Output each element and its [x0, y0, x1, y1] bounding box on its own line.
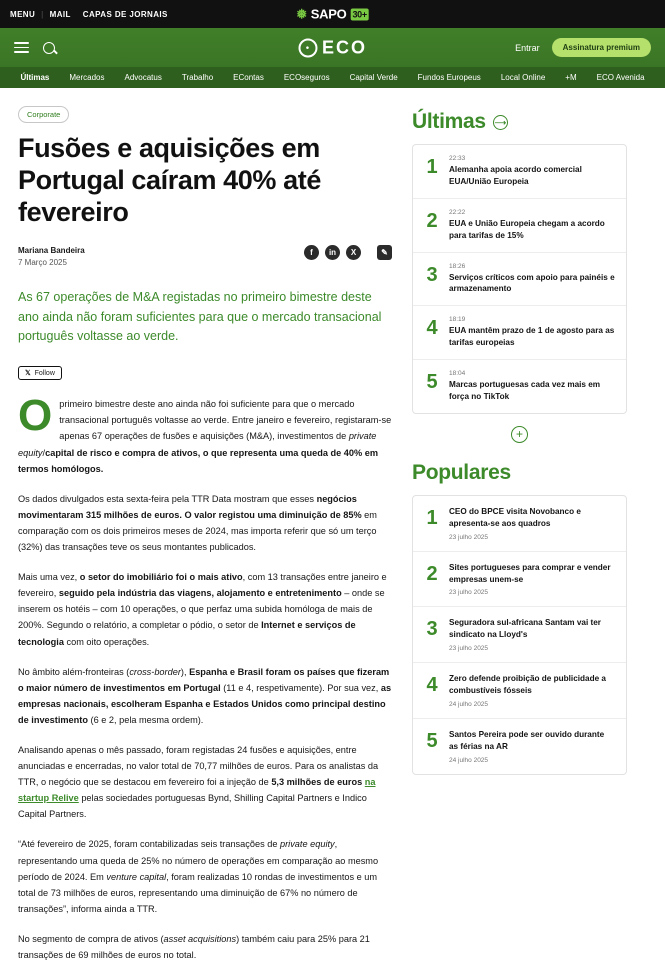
- login-link[interactable]: Entrar: [515, 42, 540, 53]
- sidebar-latest-title-text: Últimas: [412, 110, 486, 133]
- article-lede: As 67 operações de M&A registadas no primeiro bimestre deste ano ainda não foram suficientes para que o mercado transacional português voltasse ao verde.: [18, 290, 382, 343]
- article-author[interactable]: Mariana Bandeira: [18, 245, 85, 255]
- list-item[interactable]: [413, 199, 626, 253]
- article-body: [18, 391, 392, 963]
- eco-logo-mark: •: [298, 38, 317, 57]
- article-column: [18, 88, 392, 977]
- share-buttons: [304, 245, 392, 260]
- main-navigation: [0, 67, 665, 88]
- list-item-rank: 3: [426, 618, 438, 641]
- list-item-time: 18:04: [449, 370, 466, 378]
- list-item-date: 24 julho 2025: [449, 756, 489, 764]
- list-item-headline[interactable]: Marcas portuguesas cada vez mais em força no TikTok: [449, 380, 601, 402]
- list-item-headline[interactable]: EUA e União Europeia chegam a acordo para tarifas de 15%: [449, 218, 605, 240]
- list-item-headline[interactable]: CEO do BPCE visita Novobanco e apresenta-se aos quadros: [449, 506, 581, 528]
- nav-item-mais-m[interactable]: +M: [565, 73, 577, 82]
- list-item[interactable]: [413, 607, 626, 663]
- list-item[interactable]: [413, 145, 626, 199]
- list-item-headline[interactable]: Serviços críticos com apoio para painéis e armazenamento: [449, 272, 615, 294]
- article-paragraph-2: Os dados divulgados esta sexta-feira pela TTR Data mostram que esses negócios movimentaram 315 milhões de euros. O valor registou uma diminuição de 85% em comparação com os dois primeiros meses de 2024, mas importa referir que só um terço (32%) das transações teve os seus montantes publicados.: [18, 493, 377, 553]
- sidebar-latest-title: [412, 110, 627, 134]
- plus-circle-icon[interactable]: +: [511, 426, 528, 443]
- list-item-time: 22:33: [449, 155, 466, 162]
- list-item-headline[interactable]: Seguradora sul-africana Santam vai ter sindicato na Lloyd's: [449, 618, 601, 640]
- twitter-x-icon: 𝕏: [25, 370, 31, 378]
- nav-item-econtas[interactable]: EContas: [233, 73, 264, 82]
- list-item-rank: 1: [426, 156, 438, 178]
- list-item-rank: 3: [426, 263, 438, 286]
- list-item-headline[interactable]: Sites portugueses para comprar e vender empresas unem-se: [449, 562, 611, 584]
- follow-button-label: Follow: [34, 369, 55, 377]
- article-date: 7 Março 2025: [18, 258, 67, 268]
- article-paragraph-1-text: primeiro bimestre deste ano ainda não foi suficiente para que o mercado transacional português voltasse ao verde. Entre janeiro e fevereiro, registaram-se apenas 67 operações de fusões e aquisições (M&A), investimentos de private equity/capital de risco e compra de ativos, o que representa uma queda de 40% em termos homólogos.: [18, 399, 392, 474]
- article-dropcap: O: [18, 391, 53, 441]
- list-item-time: 18:26: [449, 262, 466, 270]
- follow-button[interactable]: [18, 366, 62, 380]
- article-paragraph-3: Mais uma vez, o setor do imobiliário foi o mais ativo, com 13 transações entre janeiro e fevereiro, seguido pela indústria das viagens, alojamento e entretenimento – onde se inserem os hotéis – com 10 operações, o que perfaz uma subida homóloga de mais de 200%. Segundo o relatório, a completar o pódio, o setor de Internet e serviços de tecnologia com oito operações.: [18, 572, 387, 647]
- nav-item-mercados[interactable]: Mercados: [69, 73, 105, 82]
- list-item-time: 22:22: [449, 208, 466, 216]
- page-container: [0, 88, 665, 977]
- search-icon[interactable]: [43, 42, 55, 54]
- list-item[interactable]: [413, 663, 626, 719]
- nav-item-ecoseguros[interactable]: ECOseguros: [283, 73, 330, 82]
- nav-item-trabalho[interactable]: Trabalho: [181, 73, 214, 82]
- nav-item-eco-avenida[interactable]: ECO Avenida: [596, 73, 645, 82]
- list-item-time: 18:19: [449, 316, 466, 324]
- list-item-rank: 5: [426, 730, 438, 753]
- list-item[interactable]: [413, 496, 626, 552]
- list-item-rank: 2: [426, 209, 438, 232]
- comment-icon[interactable]: ✎: [377, 245, 392, 260]
- list-item[interactable]: [413, 552, 626, 608]
- header-right-group: [515, 38, 651, 57]
- header-left-group: [14, 39, 55, 56]
- linkedin-share-icon[interactable]: in: [325, 245, 340, 260]
- sapo-logo-text: SAPO: [310, 6, 347, 22]
- list-item-headline[interactable]: EUA mantêm prazo de 1 de agosto para as tarifas europeias: [449, 326, 615, 348]
- byline-row: [18, 245, 392, 271]
- list-item[interactable]: [413, 306, 626, 360]
- sapo-logo[interactable]: [296, 7, 369, 22]
- list-item-rank: 5: [426, 371, 438, 394]
- sidebar: [412, 88, 627, 977]
- sidebar-popular-title-text: Populares: [412, 460, 511, 484]
- nav-item-ultimas[interactable]: Últimas: [20, 73, 50, 82]
- list-item-headline[interactable]: Santos Pereira pode ser ouvido durante as férias na AR: [449, 730, 605, 751]
- nav-item-local-online[interactable]: Local Online: [500, 73, 546, 82]
- sapo-separator-1: |: [41, 9, 44, 19]
- sidebar-popular-list: [412, 495, 627, 775]
- subscribe-premium-button[interactable]: Assinatura premium: [552, 38, 651, 57]
- sapo-top-bar: [0, 0, 665, 28]
- article-paragraph-7: No segmento de compra de ativos (asset acquisitions) também caiu para 25% para 21 transações de 69 milhões de euros no total.: [18, 933, 370, 961]
- list-item-date: 24 julho 2025: [449, 701, 489, 709]
- article-category-badge[interactable]: Corporate: [18, 106, 69, 123]
- list-item-rank: 4: [426, 674, 438, 697]
- page-title: Fusões e aquisições em Portugal caíram 40% até fevereiro: [18, 133, 321, 227]
- list-item[interactable]: [413, 719, 626, 774]
- list-item-headline[interactable]: Alemanha apoia acordo comercial EUA/União Europeia: [449, 165, 582, 186]
- article-paragraph-6: “Até fevereiro de 2025, foram contabilizadas seis transações de private equity, representando uma queda de 25% no número de operações em comparação ao mesmo período de 2024. Em venture capital, foram realizadas 10 rondas de investimentos e um total de 73 milhões de euros, representando uma diminuição de 67% no número de transações”, informa ainda a TTR.: [18, 839, 379, 914]
- leaf-icon: ❅: [296, 6, 307, 22]
- sidebar-popular-title: [412, 461, 627, 485]
- list-item-rank: 1: [426, 506, 438, 529]
- sapo-logo-plus: 30+: [352, 9, 367, 19]
- list-item-headline[interactable]: Zero defende proibição de publicidade a combustíveis fósseis: [449, 674, 606, 696]
- sidebar-latest-list: [412, 144, 627, 414]
- article-paragraph-5: Analisando apenas o mês passado, foram registadas 24 fusões e aquisições, entre anunciadas e encerradas, no valor total de 70,77 milhões de euros. Para os analistas da TTR, o negócio que se destacou em fevereiro foi a injeção de 5,3 milhões de euros na startup Relive pelas sociedades portuguesas Bynd, Shilling Capital Partners e Indico Capital Partners.: [18, 744, 379, 820]
- site-header: [0, 28, 665, 67]
- list-item-rank: 2: [426, 562, 438, 585]
- sapo-mail-link[interactable]: MAIL: [49, 9, 71, 19]
- nav-item-advocatus[interactable]: Advocatus: [124, 73, 162, 82]
- article-paragraph-1: [18, 391, 392, 476]
- twitter-x-share-icon[interactable]: X: [346, 245, 361, 260]
- list-item[interactable]: [413, 253, 626, 307]
- hamburger-menu-icon[interactable]: [14, 39, 29, 56]
- list-item-rank: 4: [426, 317, 438, 340]
- byline: [18, 245, 85, 271]
- list-item-date: 23 julho 2025: [449, 589, 489, 597]
- eco-logo-text: ECO: [321, 37, 368, 57]
- sapo-newspapers-link[interactable]: CAPAS DE JORNAIS: [82, 9, 168, 19]
- nav-item-capital-verde[interactable]: Capital Verde: [349, 73, 398, 82]
- list-item-date: 23 julho 2025: [449, 533, 489, 541]
- arrow-right-circle-icon[interactable]: ⟶: [493, 115, 508, 130]
- list-item-date: 23 julho 2025: [449, 645, 489, 653]
- sapo-menu-link[interactable]: MENU: [10, 9, 36, 19]
- facebook-share-icon[interactable]: f: [304, 245, 319, 260]
- eco-logo[interactable]: [298, 37, 367, 58]
- list-item[interactable]: [413, 360, 626, 413]
- article-paragraph-4: No âmbito além-fronteiras (cross-border), Espanha e Brasil foram os países que fizeram o maior número de investimentos em Portugal (11 e 4, respetivamente). Por sua vez, as empresas nacionais, escolheram Espanha e Estados Unidos como principal destino de investimento (6 e 2, pela mesma ordem).: [18, 666, 392, 725]
- nav-item-fundos-europeus[interactable]: Fundos Europeus: [417, 73, 481, 82]
